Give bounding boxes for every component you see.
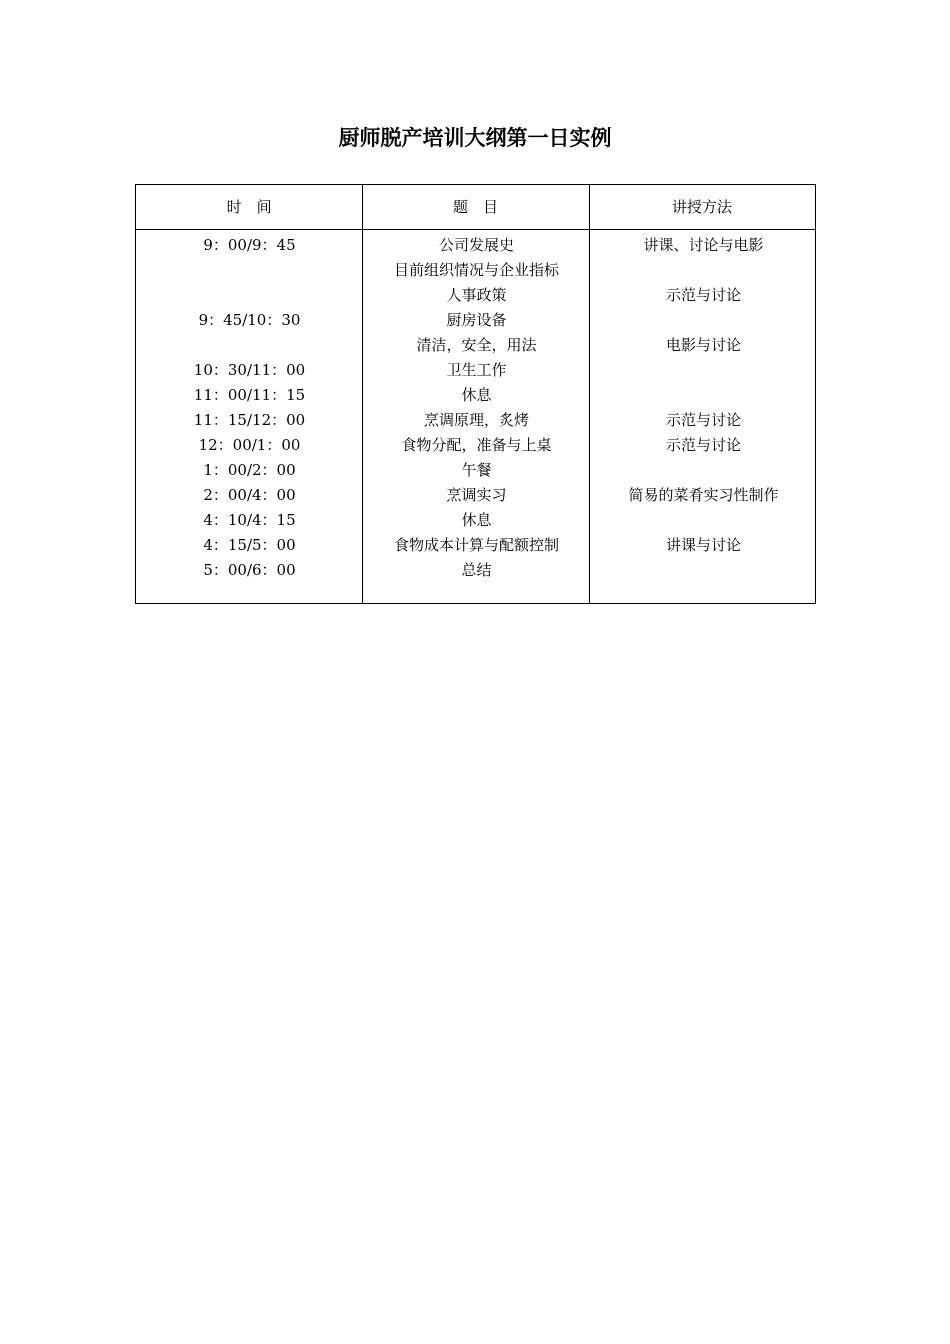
topic-line: 休息 [461,386,492,404]
topic-line: 厨房设备 [446,311,507,329]
topic-line: 人事政策 [446,286,507,304]
topic-line: 总结 [461,561,492,579]
topic-line: 清洁，安全，用法 [416,336,537,354]
topic-line: 休息 [461,511,492,529]
method-column [590,230,817,583]
schedule-table [135,184,816,604]
time-line: 12：00/1：00 [198,436,301,454]
method-line [590,258,817,283]
header-time: 时 间 [226,198,272,216]
method-line: 讲课与讨论 [665,536,741,554]
header-topic: 题 目 [452,198,498,216]
time-line [136,258,363,283]
method-line [590,558,817,583]
time-line: 4：15/5：00 [203,536,296,554]
method-line [590,383,817,408]
time-line: 11：15/12：00 [193,411,306,429]
method-line [590,358,817,383]
method-line: 讲课、讨论与电影 [643,236,764,254]
method-line: 示范与讨论 [665,411,741,429]
table-header-row [136,185,815,230]
time-line: 10：30/11：00 [193,361,306,379]
method-line: 简易的菜肴实习性制作 [628,486,779,504]
time-line: 9：00/9：45 [203,236,296,254]
method-line: 示范与讨论 [665,286,741,304]
time-column [136,230,363,583]
topic-line: 公司发展史 [438,236,514,254]
method-line [590,308,817,333]
topic-column [363,230,590,583]
time-line: 5：00/6：00 [203,561,296,579]
time-line [136,283,363,308]
method-line [590,508,817,533]
method-line: 示范与讨论 [665,436,741,454]
time-line: 1：00/2：00 [203,461,296,479]
time-line [136,333,363,358]
topic-line: 目前组织情况与企业指标 [393,261,559,279]
method-line: 电影与讨论 [665,336,741,354]
topic-line: 烹调实习 [446,486,507,504]
topic-line: 午餐 [461,461,492,479]
header-method: 讲授方法 [671,198,732,216]
document-title: 厨师脱产培训大纲第一日实例 [338,125,612,150]
topic-line: 食物分配，准备与上桌 [401,436,552,454]
topic-line: 烹调原理，炙烤 [423,411,529,429]
topic-line: 卫生工作 [446,361,507,379]
time-line: 11：00/11：15 [193,386,306,404]
time-line: 2：00/4：00 [203,486,296,504]
time-line: 4：10/4：15 [203,511,296,529]
time-line: 9：45/10：30 [198,311,301,329]
method-line [590,458,817,483]
topic-line: 食物成本计算与配额控制 [393,536,559,554]
